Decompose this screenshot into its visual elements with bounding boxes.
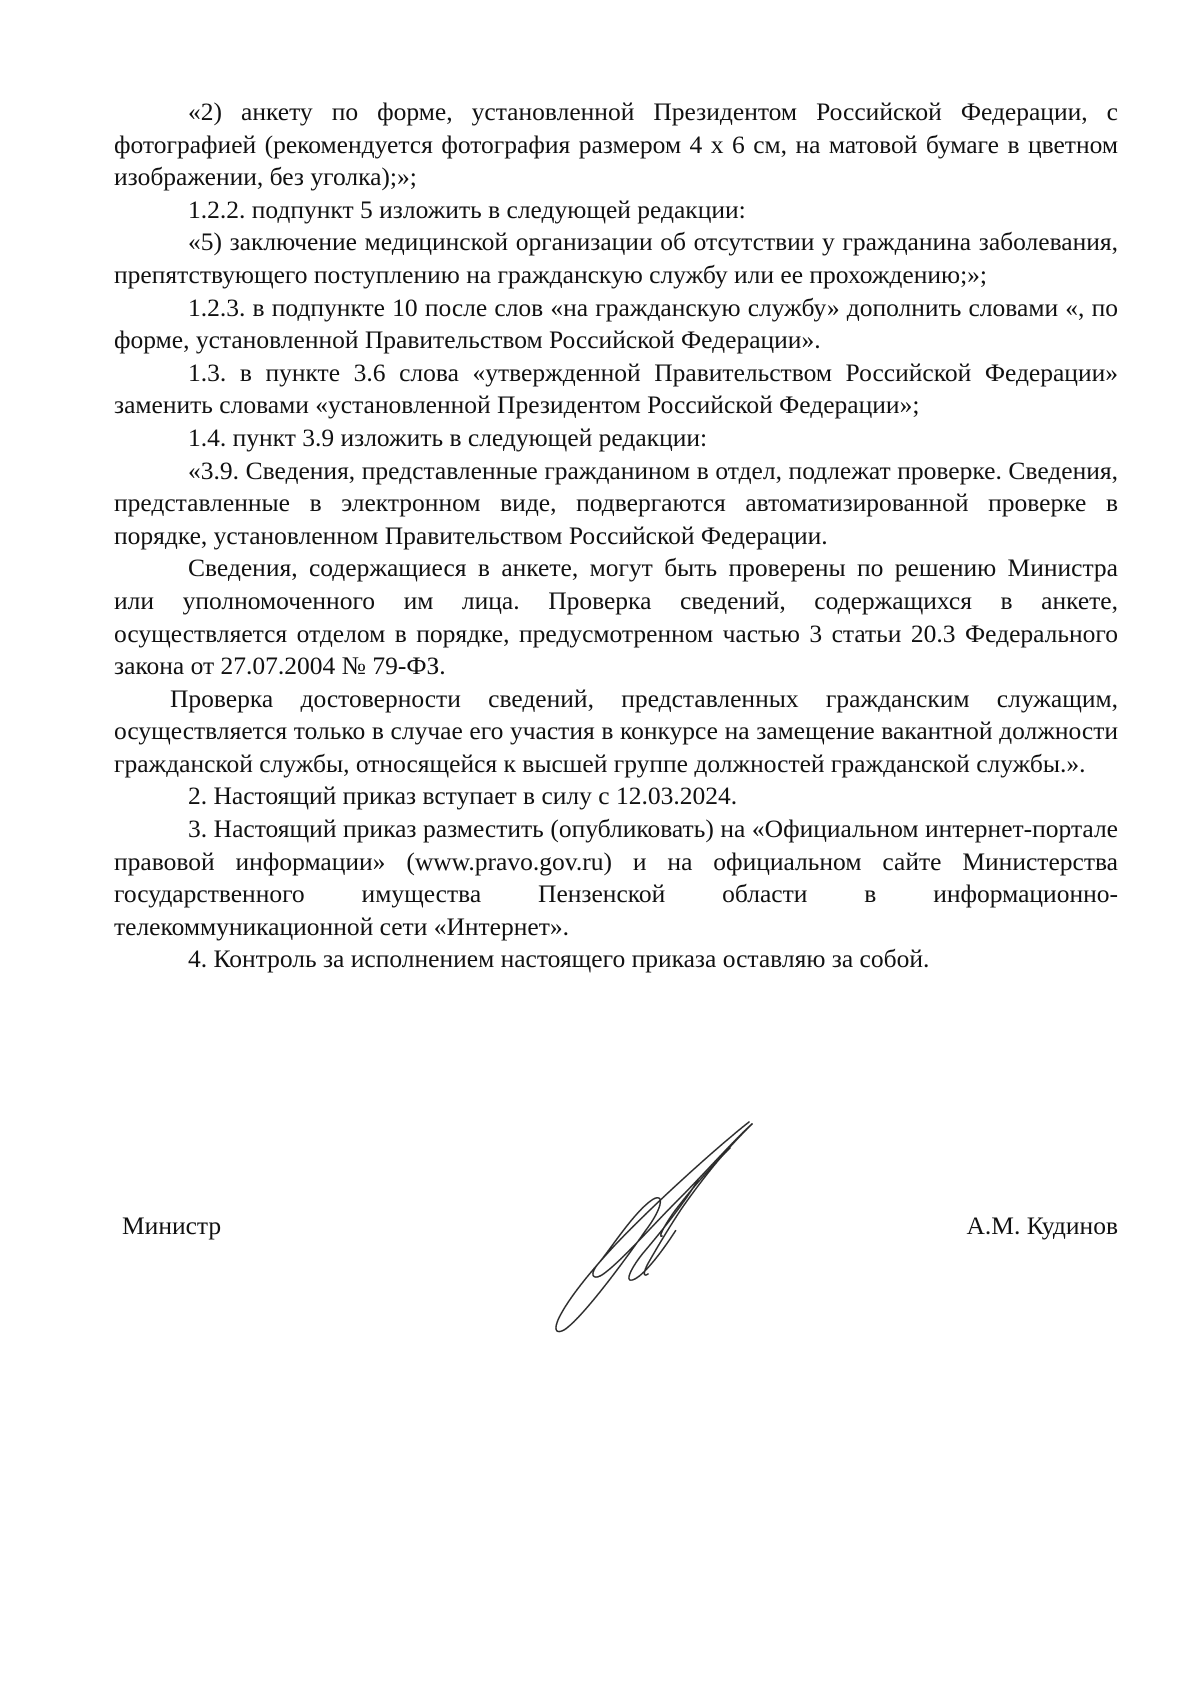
- signer-name: А.М. Кудинов: [966, 1211, 1118, 1240]
- paragraph-1-3: 1.3. в пункте 3.6 слова «утвержденной Правительством Российской Федерации» заменить словами «установленной Президентом Российской Федерации»;: [114, 357, 1118, 420]
- handwritten-signature: [546, 1118, 768, 1336]
- paragraph-reliability-check: Проверка достоверности сведений, представленных гражданским служащим, осуществляется только в случае его участия в конкурсе на замещение вакантной должности гражданской службы, относящейся к высшей группе должностей гражданской службы.».: [114, 683, 1118, 778]
- paragraph-4-control: 4. Контроль за исполнением настоящего приказа оставляю за собой.: [188, 944, 930, 974]
- paragraph-1-4: 1.4. пункт 3.9 изложить в следующей редакции:: [188, 422, 708, 452]
- signer-position: Министр: [122, 1211, 222, 1240]
- paragraph-3-9: «3.9. Сведения, представленные гражданином в отдел, подлежат проверке. Сведения, представленные в электронном виде, подвергаются автоматизированной проверке в порядке, установленном Правительством Российской Федерации.: [114, 455, 1118, 550]
- paragraph-2-effective-date: 2. Настоящий приказ вступает в силу с 12.03.2024.: [188, 781, 738, 811]
- document-body: [114, 96, 1118, 976]
- paragraph-1-2-2: 1.2.2. подпункт 5 изложить в следующей редакции:: [188, 194, 746, 224]
- paragraph-medical-conclusion: «5) заключение медицинской организации об отсутствии у гражданина заболевания, препятствующего поступлению на гражданскую службу или ее прохождению;»;: [114, 227, 1118, 289]
- paragraph-3-publication: 3. Настоящий приказ разместить (опубликовать) на «Официальном интернет-портале правовой информации» (www.pravo.gov.ru) и на официальном сайте Министерства государственного имущества Пензенской области в информационно-телекоммуникационной сети «Интернет».: [114, 814, 1118, 941]
- paragraph-questionnaire-check: Сведения, содержащиеся в анкете, могут быть проверены по решению Министра или уполномоченного им лица. Проверка сведений, содержащихся в анкете, осуществляется отделом в порядке, предусмотренном частью 3 статьи 20.3 Федерального закона от 27.07.2004 № 79-ФЗ.: [114, 553, 1118, 681]
- paragraph-questionnaire: «2) анкету по форме, установленной Президентом Российской Федерации, с фотографией (рекомендуется фотография размером 4 х 6 см, на матовой бумаге в цветном изображении, без уголка);»;: [114, 97, 1118, 192]
- paragraph-1-2-3: 1.2.3. в подпункте 10 после слов «на гражданскую службу» дополнить словами «, по форме, установленной Правительством Российской Федерации».: [114, 292, 1118, 355]
